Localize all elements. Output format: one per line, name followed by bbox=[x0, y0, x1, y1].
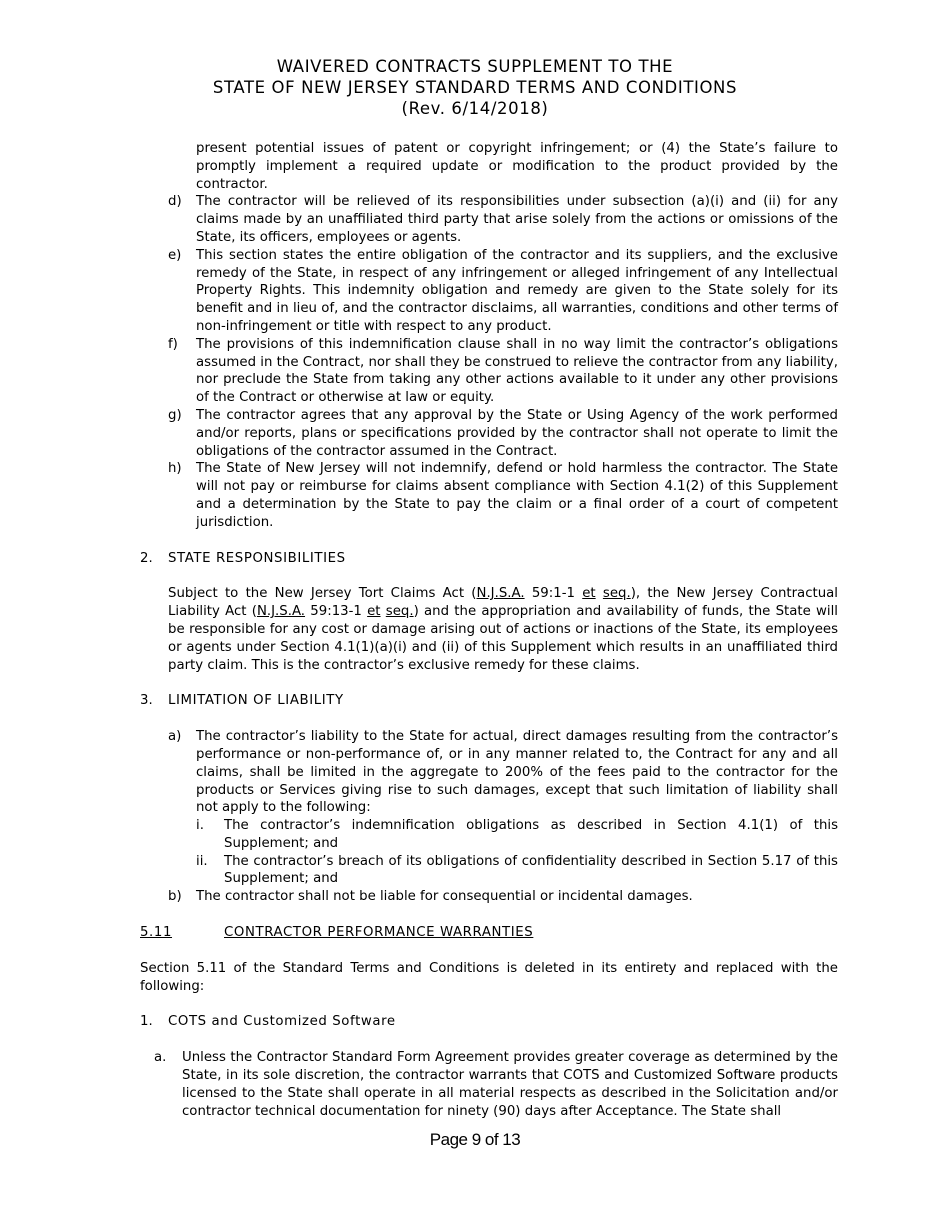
section-number: 2. bbox=[140, 550, 153, 566]
section-heading-limitation-of-liability bbox=[140, 692, 838, 710]
header-line-2: STATE OF NEW JERSEY STANDARD TERMS AND CONDITIONS bbox=[212, 78, 738, 97]
indemnification-list bbox=[140, 193, 838, 531]
text-run: ) and the appropriation and availability of funds, the State will be responsible for any cost or damage arising out of actions or inactions of the State, its employees or agents under Section 4.1(1)(a)(i) and (ii) of this Supplement which results in an unaffiliated third party claim. This is the contractor’s exclusive remedy for these claims. bbox=[168, 604, 838, 673]
list-marker: d) bbox=[168, 194, 182, 210]
section-heading-state-responsibilities bbox=[140, 550, 838, 568]
list-marker: a. bbox=[154, 1050, 167, 1066]
list-marker: f) bbox=[168, 336, 178, 352]
list-text: The contractor will be relieved of its responsibilities under subsection (a)(i) and (ii) for any claims made by an unaffiliated third party that arise solely from the actions or omissions of the State, its officers, employees or agents. bbox=[196, 194, 838, 245]
continuation-paragraph: present potential issues of patent or copyright infringement; or (4) the State’s failure to promptly implement a required update or modification to the product provided by the contractor. bbox=[196, 141, 838, 192]
section-title: STATE RESPONSIBILITIES bbox=[168, 550, 346, 566]
list-marker: h) bbox=[168, 461, 182, 477]
list-marker: g) bbox=[168, 407, 182, 423]
list-text: The contractor agrees that any approval by the State or Using Agency of the work performed and/or reports, plans or specifications provided by the contractor shall not operate to limit the obligations of the contractor assumed in the Contract. bbox=[196, 407, 838, 459]
sub-list-item bbox=[140, 817, 838, 853]
list-item bbox=[140, 728, 838, 817]
text-run: 59:1-1 bbox=[524, 586, 583, 602]
list-item bbox=[140, 193, 838, 246]
state-responsibilities-paragraph bbox=[140, 585, 838, 674]
list-text: The contractor’s breach of its obligations of confidentiality described in Section 5.17 of this Supplement; and bbox=[224, 853, 838, 887]
list-text: The contractor shall not be liable for consequential or incidental damages. bbox=[196, 889, 693, 905]
section-number: 1. bbox=[140, 1014, 153, 1030]
section-number: 3. bbox=[140, 693, 153, 709]
header-line-3: (Rev. 6/14/2018) bbox=[401, 99, 549, 118]
text-run: 59:13-1 bbox=[305, 604, 368, 620]
list-marker: e) bbox=[168, 247, 182, 263]
list-item bbox=[140, 460, 838, 531]
limitation-list bbox=[140, 728, 838, 906]
latin-et: et bbox=[582, 586, 596, 602]
page-number: Page 9 of 13 bbox=[429, 1130, 521, 1149]
list-marker: ii. bbox=[196, 853, 208, 869]
list-text: Unless the Contractor Standard Form Agreement provides greater coverage as determined by the State, in its sole discretion, the contractor warrants that COTS and Customized Software products licensed to the State shall operate in all material respects as described in the Solicitation and/or contractor technical documentation for ninety (90) days after Acceptance. The State shall bbox=[182, 1050, 838, 1119]
document-body bbox=[140, 140, 838, 1120]
text-run: Subject to the New Jersey Tort Claims Act ( bbox=[168, 586, 477, 602]
section-5-11-intro: Section 5.11 of the Standard Terms and Conditions is deleted in its entirety and replaced with the following: bbox=[140, 960, 838, 994]
list-item bbox=[140, 407, 838, 460]
section-number: 5.11 bbox=[140, 925, 173, 941]
section-title: LIMITATION OF LIABILITY bbox=[168, 693, 344, 709]
latin-seq: seq. bbox=[602, 586, 631, 602]
list-text: This section states the entire obligation of the contractor and its suppliers, and the exclusive remedy of the State, in respect of any infringement or alleged infringement of any Intellectual Property Rights. This indemnity obligation and remedy are given to the State solely for its benefit and in lieu of, and the contractor disclaims, all warranties, conditions and other terms of non-infringement or title with respect to any product. bbox=[196, 247, 838, 334]
list-marker: i. bbox=[196, 818, 204, 834]
document-header bbox=[0, 56, 950, 119]
list-marker: a) bbox=[168, 729, 182, 745]
latin-seq: seq. bbox=[385, 604, 414, 620]
statute-citation: N.J.S.A. bbox=[476, 586, 525, 602]
list-item bbox=[140, 336, 838, 407]
list-text: The contractor’s indemnification obligations as described in Section 4.1(1) of this Supplement; and bbox=[224, 818, 838, 851]
section-title: COTS and Customized Software bbox=[168, 1014, 396, 1030]
text-run: ), the New Jersey Contractual Liability Act ( bbox=[168, 586, 838, 620]
list-text: The State of New Jersey will not indemnify, defend or hold harmless the contractor. The State will not pay or reimburse for claims absent compliance with Section 4.1(2) of this Supplement and a determination by the State to pay the claim or a final order of a court of competent jurisdiction. bbox=[196, 461, 838, 530]
section-title: CONTRACTOR PERFORMANCE WARRANTIES bbox=[224, 925, 534, 941]
list-item bbox=[140, 1049, 838, 1120]
list-text: The contractor’s liability to the State for actual, direct damages resulting from the contractor’s performance or non-performance of, or in any manner related to, the Contract for any and all claims, shall be limited in the aggregate to 200% of the fees paid to the contractor for the products or Services giving rise to such damages, except that such limitation of liability shall not apply to the following: bbox=[196, 729, 838, 816]
header-line-1: WAIVERED CONTRACTS SUPPLEMENT TO THE bbox=[276, 57, 674, 76]
list-marker: b) bbox=[168, 889, 182, 905]
section-heading-5-11 bbox=[140, 924, 838, 942]
list-item bbox=[140, 247, 838, 336]
list-item bbox=[140, 888, 838, 906]
subsection-heading-cots bbox=[140, 1013, 838, 1031]
list-text: The provisions of this indemnification clause shall in no way limit the contractor’s obligations assumed in the Contract, nor shall they be construed to relieve the contractor from any liability, nor preclude the State from taking any other actions available to it under any other provisions of the Contract or otherwise at law or equity. bbox=[196, 336, 838, 406]
text-run bbox=[596, 586, 603, 601]
sub-list-item bbox=[140, 853, 838, 889]
statute-citation: N.J.S.A. bbox=[256, 604, 306, 620]
latin-et: et bbox=[367, 604, 381, 620]
